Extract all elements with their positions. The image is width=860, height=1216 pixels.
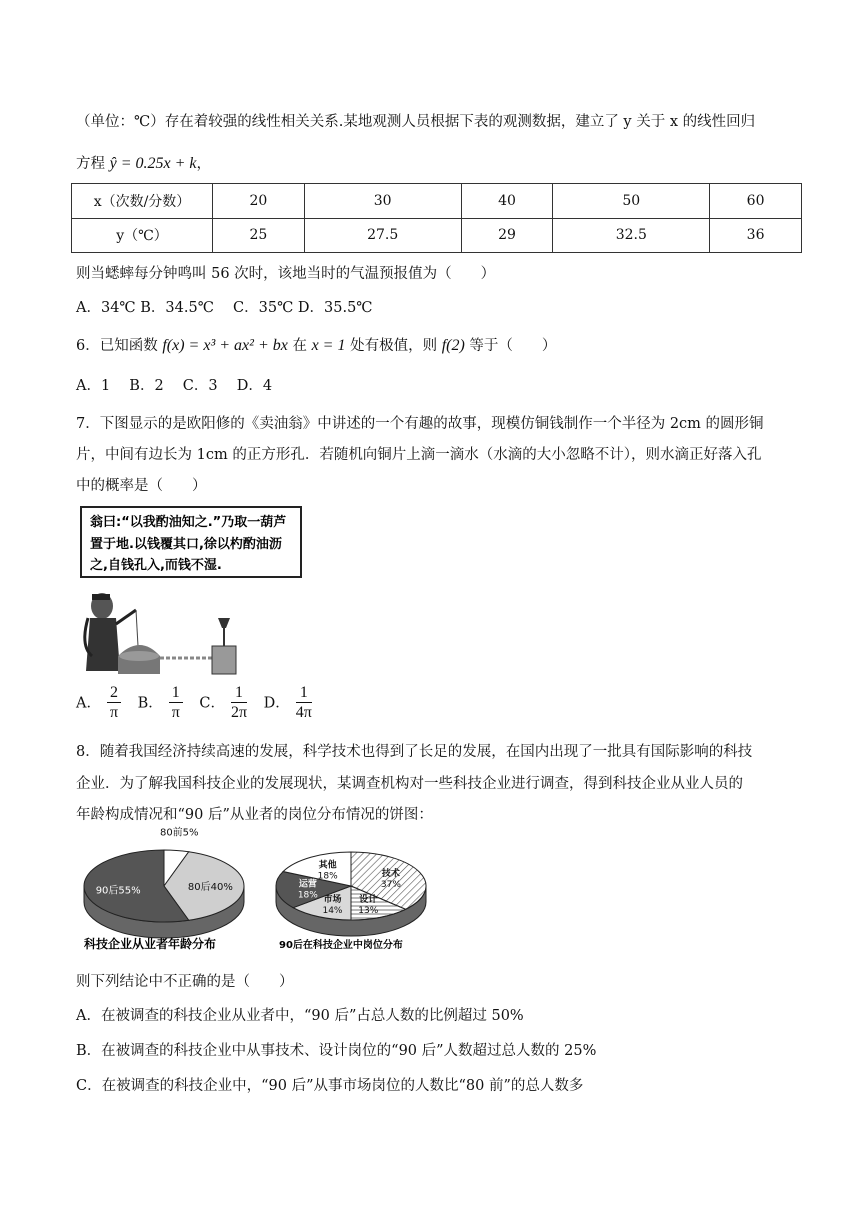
pie-label: 90后55% (95, 885, 141, 897)
option-letter: A． (76, 695, 101, 712)
table-cell: 60 (710, 184, 802, 219)
option-letter: D． (263, 695, 290, 712)
pie-label: 18% (317, 871, 338, 882)
story-line: 之,自钱孔入,而钱不湿. (90, 558, 222, 573)
denominator: 4π (295, 704, 312, 721)
pie-label: 技术 (381, 869, 400, 880)
intro-line-2-prefix: 方程 (76, 156, 110, 172)
pie-label: 37% (380, 880, 401, 891)
q7-option-d (264, 684, 318, 723)
q6-function: f(x) = x³ + ax² + bx (162, 337, 288, 354)
fraction (231, 684, 247, 723)
intro-line-2 (76, 152, 211, 173)
q6-text: 6．已知函数 (76, 338, 163, 354)
denominator: 2π (230, 704, 248, 721)
pie-label: 设计 (359, 895, 378, 906)
q7-options (76, 684, 324, 723)
q8-line-3: 年龄构成情况和“90 后”从业者的岗位分布情况的饼图： (76, 807, 433, 823)
option-letter: C． (199, 695, 225, 712)
q7-option-a (76, 684, 127, 723)
pie-label: 运营 (298, 879, 317, 890)
q7-line-3: 中的概率是（ ） (76, 478, 207, 494)
table-cell: 36 (710, 218, 802, 253)
fraction (296, 684, 312, 723)
q8-option-a: A．在被调查的科技企业从业者中，“90 后”占总人数的比例超过 50% (76, 1008, 524, 1024)
q8-option-b: B．在被调查的科技企业中从事技术、设计岗位的“90 后”人数超过总人数的 25% (76, 1043, 597, 1059)
q6-target: f(2) (441, 337, 465, 354)
q6-point: x = 1 (311, 337, 346, 354)
table-row (72, 218, 802, 253)
numerator: 1 (169, 684, 183, 703)
age-distribution-pie (84, 825, 244, 938)
q7-option-c (199, 684, 253, 723)
q6-text: 在 (287, 338, 312, 354)
table-cell: 40 (461, 184, 553, 219)
pie-label: 市场 (323, 894, 342, 905)
pie2-caption: 90后在科技企业中岗位分布 (279, 940, 403, 951)
row-y-label: y（℃） (72, 218, 213, 253)
pie-label: 其他 (318, 860, 337, 871)
observation-table (71, 183, 802, 253)
intro-line-2-suffix: ， (196, 156, 212, 172)
gourd-jar (212, 618, 236, 674)
pie-charts (76, 827, 436, 956)
pie-label: 80前5% (159, 827, 199, 839)
story-line: 置于地.以钱覆其口,徐以杓酌油沥 (90, 537, 282, 552)
table-cell: 20 (213, 184, 305, 219)
table-cell: 29 (461, 218, 553, 253)
fraction (107, 684, 121, 723)
fraction (169, 684, 183, 723)
row-x-label: x（次数/分数） (72, 184, 213, 219)
q5-options: A．34℃ B．34.5℃ C．35℃ D．35.5℃ (76, 300, 373, 316)
numerator: 1 (296, 684, 312, 703)
pie-label: 13% (358, 906, 379, 917)
denominator: π (109, 704, 119, 721)
numerator: 2 (107, 684, 121, 703)
numerator: 1 (231, 684, 247, 703)
option-letter: B． (137, 695, 163, 712)
q6-options: A．1 B．2 C．3 D．4 (76, 378, 273, 394)
table-cell: 50 (553, 184, 710, 219)
pie-label: 14% (322, 905, 343, 916)
q8-option-c: C．在被调查的科技企业中，“90 后”从事市场岗位的人数比“80 前”的总人数多 (76, 1078, 584, 1094)
maiyouweng-illustration (80, 506, 302, 678)
table-cell: 32.5 (553, 218, 710, 253)
q6-text: 等于（ ） (464, 338, 557, 354)
q7-option-b (138, 684, 189, 723)
table-cell: 25 (213, 218, 305, 253)
regression-equation: ŷ = 0.25x + k (109, 155, 197, 172)
q8-stem: 则下列结论中不正确的是（ ） (76, 974, 294, 990)
q7-line-1: 7．下图显示的是欧阳修的《卖油翁》中讲述的一个有趣的故事，现模仿铜钱制作一个半径为 2cm 的圆形铜 (76, 416, 764, 432)
denominator: π (171, 704, 180, 721)
q6-stem (76, 334, 556, 355)
pie-label: 18% (297, 890, 318, 901)
table-cell: 27.5 (304, 218, 461, 253)
story-line: 翁曰:“以我酌油知之.”乃取一葫芦 (90, 515, 287, 530)
intro-line-1: （单位：℃）存在着较强的线性相关关系.某地观测人员根据下表的观测数据，建立了 y 关于 x 的线性回归 (76, 114, 756, 130)
pie-label: 80后40% (187, 882, 233, 893)
pie1-caption: 科技企业从业者年龄分布 (84, 937, 217, 951)
q8-line-1: 8．随着我国经济持续高速的发展，科学技术也得到了长足的发展，在国内出现了一批具有国际影响的科技 (76, 744, 753, 760)
table-cell: 30 (304, 184, 461, 219)
post-distribution-pie (276, 852, 426, 936)
q5-stem: 则当蟋蟀每分钟鸣叫 56 次时，该地当时的气温预报值为（ ） (76, 266, 496, 282)
q6-text: 处有极值，则 (345, 338, 442, 354)
q7-line-2: 片，中间有边长为 1cm 的正方形孔．若随机向铜片上滴一滴水（水滴的大小忽略不计），则水滴正好落入孔 (76, 447, 762, 463)
q8-line-2: 企业．为了解我国科技企业的发展现状，某调查机构对一些科技企业进行调查，得到科技企业从业人员的 (76, 776, 743, 792)
table-row (72, 184, 802, 219)
